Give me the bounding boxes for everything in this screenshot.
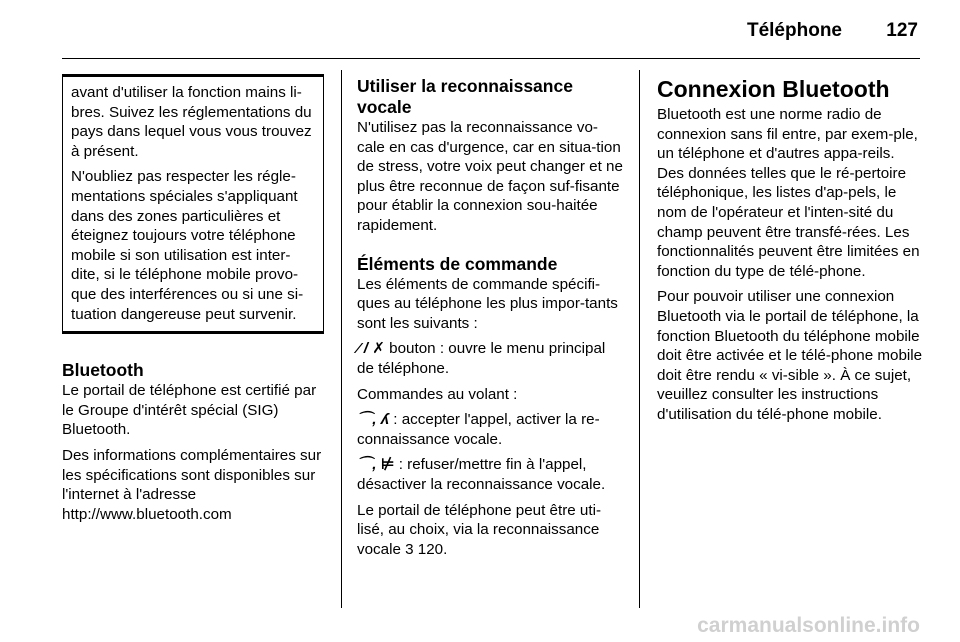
control-item-accept-call <box>357 410 625 449</box>
voice-recognition-heading: Utiliser la reconnaissance vocale <box>357 76 573 117</box>
voice-portal-paragraph <box>357 501 625 560</box>
column-right <box>657 70 925 431</box>
bluetooth-connection-paragraph-1: Bluetooth est une norme radio de connexion sans fil entre, par exem-ple, un téléphone et d'autres appa-reils. Des données telles que le ré-pertoire téléphonique, les listes d'ap-pels, le nom de l'opérateur et l'inten-sité du champ peuvent être transfé-rées. Les fonctionnalités peuvent être limitées en fonction du type de télé-phone. <box>657 106 920 280</box>
bluetooth-paragraph-2: Des informations complémentaires sur les spécifications sont disponibles sur l'internet à l'adresse <box>62 446 322 504</box>
controls-intro: Les éléments de commande spécifi-ques au téléphone les plus impor-tants sont les suivants : <box>357 275 618 332</box>
column-left <box>62 70 324 530</box>
watermark: carmanualsonline.info <box>697 614 920 637</box>
bluetooth-connection-paragraph-2: Pour pouvoir utiliser une connexion Bluetooth via le portail de téléphone, la fonction Bluetooth du téléphone mobile doit être activée et le télé-phone mobile doit être rendu « vi-sible ». À ce sujet, veuillez consulter les instructions d'utilisation du télé-phone mobile. <box>657 288 923 423</box>
steering-wheel-controls-label: Commandes au volant : <box>357 385 518 403</box>
column-divider-1 <box>341 70 342 608</box>
control-item-phone-button <box>357 339 625 378</box>
controls-heading: Éléments de commande <box>357 253 558 274</box>
page-title: Téléphone <box>746 20 842 41</box>
page-header <box>0 0 960 62</box>
column-divider-2 <box>639 70 640 608</box>
control-item-accept-call-text: : accepter l'appel, activer la re-connaissance vocale. <box>357 411 600 448</box>
bluetooth-connection-heading: Connexion Bluetooth <box>657 76 890 102</box>
warning-note-box <box>62 74 324 334</box>
page-reference-link[interactable]: 3 120. <box>405 540 448 558</box>
column-middle <box>357 70 625 565</box>
note-paragraph-1: avant d'utiliser la fonction mains li-bres. Suivez les réglementations du pays dans lequel vous vous trouvez à présent. <box>71 84 312 160</box>
page-number: 127 <box>886 20 918 41</box>
phone-button-icon: ⁄ / ✗ <box>357 340 385 358</box>
note-paragraph-2: N'oubliez pas respecter les régle-mentations spéciales s'appliquant dans des zones particulières et éteignez toujours votre téléphone mobile si son utilisation est inter-dite, si le téléphone mobile provo-que des interférences ou si une si-tuation dangereuse peut survenir. <box>71 168 304 323</box>
bluetooth-heading: Bluetooth <box>62 360 144 381</box>
bluetooth-url[interactable]: http://www.bluetooth.com <box>62 505 232 523</box>
control-item-phone-button-text: bouton : ouvre le menu principal de téléphone. <box>357 340 606 377</box>
voice-portal-text: Le portail de téléphone peut être uti-lisé, au choix, via la reconnaissance vocale <box>357 501 602 558</box>
accept-call-icon: ⌒, ʎ <box>357 411 390 429</box>
end-call-icon: ⌒, ⊭ <box>357 456 395 474</box>
control-item-end-call-text: : refuser/mettre fin à l'appel, désactiver la reconnaissance vocale. <box>357 456 606 493</box>
control-item-end-call <box>357 455 625 494</box>
bluetooth-paragraph-1: Le portail de téléphone est certifié par le Groupe d'intérêt spécial (SIG) Bluetooth. <box>62 382 317 439</box>
header-divider <box>62 58 920 59</box>
voice-recognition-paragraph: N'utilisez pas la reconnaissance vo-cale en cas d'urgence, car en situa-tion de stress, votre voix peut changer et ne plus être reconnue de façon suf-fisante pour établir la connexion sou-haitée rapidement. <box>357 119 623 234</box>
